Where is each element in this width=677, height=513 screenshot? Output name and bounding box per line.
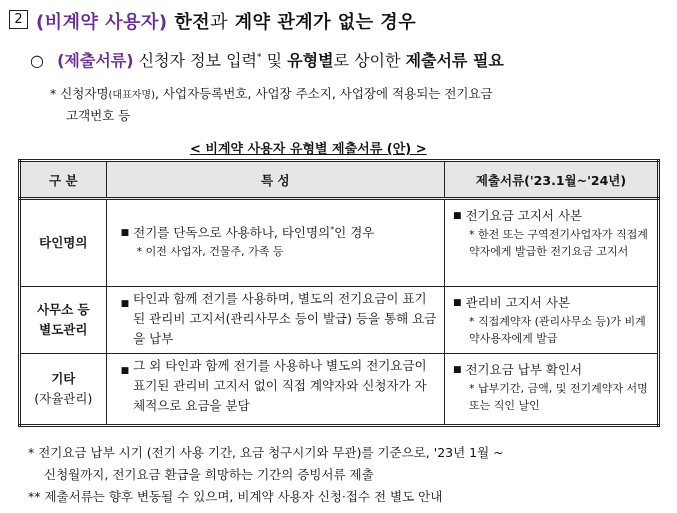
header-documents: 제출서류('23.1월~'24년): [444, 161, 658, 199]
row2-category-sub: 별도관리: [39, 322, 88, 337]
circle-bullet-icon: ○: [30, 51, 44, 70]
row3-doc-note: * 납부기간, 금액, 및 전기계약자 서명 또는 직인 날인: [468, 382, 648, 412]
document-table: [18, 159, 660, 427]
row2-feature-text: 타인과 함께 전기를 사용하며, 별도의 전기요금이 표기된 관리비 고지서(관리사무소 등이 발급) 등을 통해 요금을 납부: [133, 291, 437, 346]
square-bullet-icon: ■: [452, 298, 462, 308]
square-bullet-icon: ■: [452, 365, 462, 375]
row1-feature: [106, 199, 444, 287]
section-number: 2: [9, 10, 28, 29]
table-row: [20, 354, 659, 426]
requirement-line: [30, 48, 504, 71]
header-category: 구 분: [20, 161, 107, 199]
note1-text-b: , 사업자등록번호, 사업장 주소지, 사업장에 적용되는 전기요금: [154, 86, 493, 101]
table-header-row: [20, 161, 659, 199]
line2-part1: (제출서류): [57, 51, 134, 70]
row2-category-label: 사무소 등: [36, 302, 90, 317]
square-bullet-icon: ■: [120, 228, 130, 239]
table-row: [20, 287, 659, 354]
section-heading: [36, 8, 416, 34]
row1-feature-note: * 이전 사업자, 건물주, 가족 등: [136, 245, 284, 259]
row2-feature: [106, 287, 444, 354]
heading-part3: 과: [210, 12, 229, 33]
footnote1-line2: 신청월까지, 전기요금 환급을 희망하는 기간의 증빙서류 제출: [44, 467, 374, 482]
row1-documents: [444, 199, 658, 287]
line2-part6: 제출서류 필요: [405, 51, 504, 70]
row2-documents: [444, 287, 658, 354]
line2-sup: *: [257, 52, 262, 63]
row2-category: [20, 287, 107, 354]
table-title: < 비계약 사용자 유형별 제출서류 (안) >: [190, 142, 427, 157]
row3-category-label: 기타: [51, 371, 76, 386]
square-bullet-icon: ■: [452, 211, 462, 221]
row1-doc-text: 전기요금 고지서 사본: [465, 208, 583, 223]
footnote2: ** 제출서류는 향후 변동될 수 있으며, 비계약 사용자 신청·접수 전 별도 안내: [28, 489, 443, 504]
row3-feature-text: 그 외 타인과 함께 전기를 사용하나 별도의 전기요금이 표기된 관리비 고지서 없이 직접 계약자와 신청자가 자체적으로 요금을 분담: [133, 358, 427, 413]
heading-part2: 한전: [174, 12, 211, 33]
line2-part5: 로 상이한: [333, 51, 401, 70]
row1-category-label: 타인명의: [39, 235, 88, 250]
table-row: [20, 199, 659, 287]
row3-category: [20, 354, 107, 426]
row3-feature: [106, 354, 444, 426]
line2-part3: 및: [266, 51, 283, 70]
note1-text-a: * 신청자명: [50, 86, 109, 101]
row1-doc-note: * 한전 또는 구역전기사업자가 직접계약자에게 발급한 전기요금 고지서: [468, 228, 648, 258]
note1-line2: 고객번호 등: [66, 108, 131, 123]
line2-part4: 유형별: [287, 51, 334, 70]
row3-feature-main: [121, 356, 438, 416]
row2-doc-text: 관리비 고지서 사본: [465, 295, 571, 310]
header-feature: 특 성: [106, 161, 444, 199]
heading-part1: (비계약 사용자): [36, 12, 168, 33]
note1-line1: [50, 84, 493, 102]
row3-documents: [444, 354, 658, 426]
row2-feature-main: [121, 289, 438, 349]
row3-doc-main: [453, 360, 651, 380]
square-bullet-icon: ■: [120, 299, 130, 309]
row1-feature-end: 인 경우: [334, 225, 375, 241]
row1-category: [20, 199, 107, 287]
row3-category-sub: (자율관리): [34, 391, 93, 406]
row2-doc-main: [453, 293, 651, 313]
square-bullet-icon: ■: [120, 366, 130, 376]
line2-part2: 신청자 정보 입력: [138, 51, 258, 70]
row2-doc-note: * 직접계약자 (관리사무소 등)가 비계약사용자에게 발급: [468, 315, 646, 345]
footnote1-line1: * 전기요금 납부 시기 (전기 사용 기간, 요금 청구시기와 무관)를 기준으로, '23년 1월 ~: [28, 445, 504, 460]
heading-part4: 계약 관계가 없는 경우: [234, 12, 417, 33]
row1-feature-sup: *: [330, 225, 335, 234]
row1-feature-main: [121, 220, 438, 243]
row3-doc-text: 전기요금 납부 확인서: [465, 362, 583, 377]
row1-doc-main: [453, 206, 651, 226]
note1-small: (대표자명): [108, 90, 155, 101]
row1-feature-text: 전기를 단독으로 사용하나, 타인명의: [133, 225, 331, 241]
